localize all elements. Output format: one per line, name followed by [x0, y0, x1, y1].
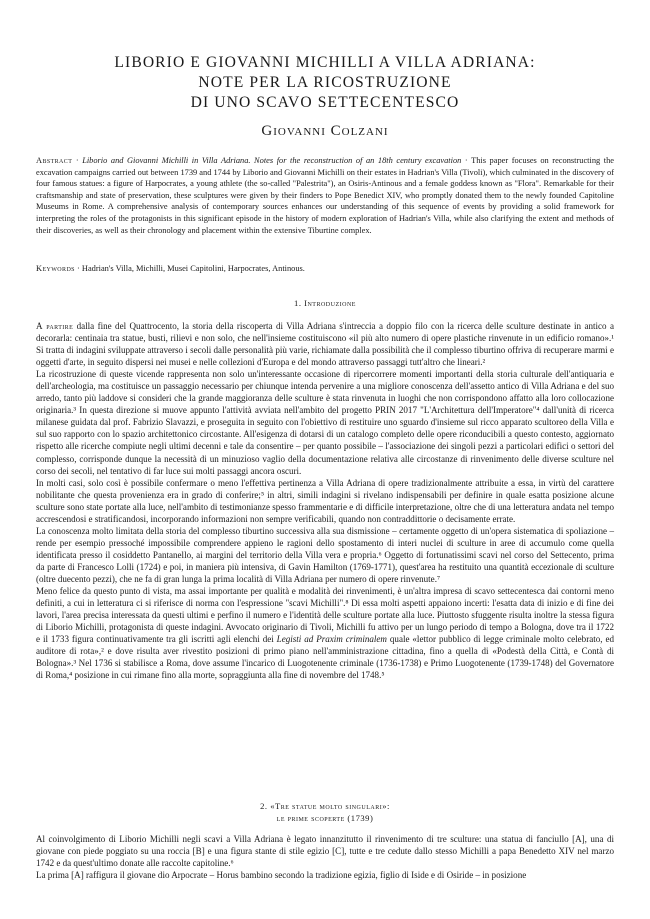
author-name: Giovanni Colzani [261, 123, 389, 139]
section-2-heading-line-1: 2. «Tre statue molto singulari»: [260, 801, 390, 811]
abstract [36, 155, 614, 236]
abstract-title: Liborio and Giovanni Michilli in Villa Adriana. Notes for the reconstruction of an 18th century excavation [82, 156, 462, 165]
section-2-paragraph-1: Al coinvolgimento di Liborio Michilli negli scavi a Villa Adriana è legato innanzitutto il rinvenimento di tre sculture: una statua di fanciullo [A], una di giovane con piede poggiato su una roccia [B] e una figura stante di stile egizio [C], tutte e tre cedute dallo stesso Michilli a papa Benedetto XIV nel marzo 1742 e da quest'ultimo donate alle raccolte capitoline.⁶ [36, 834, 614, 869]
section-1-body [36, 320, 614, 681]
abstract-separator: · [72, 156, 83, 165]
section-2-body [36, 833, 614, 881]
section-1-paragraph-5: Meno felice da questo punto di vista, ma assai importante per qualità e modalità dei rinvenimenti, è un'altra impresa di scavo settecentesca dai contorni meno definiti, a cui in letteratura ci si riferisce di norma con l'espressione "scavi Michilli".⁸ Di essa molti aspetti appaiono incerti: l'esatta data di inizio e di fine dei lavori, l'area precisa interessata da questi ultimi e perfino il numero e l'identità delle sculture portate alla luce. Piuttosto sfuggente risulta inoltre la stessa figura di Liborio Michilli, protagonista di queste indagini. Avvocato originario di Tivoli, Michilli fu attivo per un lungo periodo di tempo a Bologna, dove tra il 1722 e il 1733 figura continuativamente tra gli iscritti agli elenchi dei Legisti ad Praxim criminalem quale «lettor pubblico di legge criminale molto celebrato, ed auditore di rota»,² e dove risulta aver rivestito posizioni di primo piano nell'amministrazione cittadina, fino a quella di «Podestà della Città, e Contà di Bologna».³ Nel 1736 si stabilisce a Roma, dove assume l'incarico di Luogotenente criminale (1736-1738) e Primo Luogotenente (1739-1748) del Governatore di Roma,⁴ posizione in cui rimane fino alla morte, sopraggiunta alla fine di novembre del 1748.⁵ [36, 586, 614, 681]
lead-in: A partire [36, 321, 74, 331]
paper-title-line-2: NOTE PER LA RICOSTRUZIONE [198, 74, 452, 91]
abstract-label: Abstract [36, 156, 73, 165]
paper-title-line-1: LIBORIO E GIOVANNI MICHILLI A VILLA ADRIANA: [114, 54, 536, 71]
paper-title-line-3: DI UNO SCAVO SETTECENTESCO [190, 94, 460, 111]
section-2-heading-line-2: le prime scoperte (1739) [276, 813, 374, 823]
section-1-paragraph-4: La conoscenza molto limitata della storia del complesso tiburtino successiva alla sua dismissione – certamente oggetto di un'opera sistematica di spoliazione – rende per esempio pressoché impossibile comprendere appieno le ragioni dello spostamento di interi nuclei di sculture in aree di accumulo come quella identificata presso il cosiddetto Pantanello, ai margini del territorio della Villa vera e propria.⁶ Oggetto di fortunatissimi scavi nel corso del Settecento, prima da parte di Francesco Lolli (1724) e poi, in maniera più intensiva, di Gavin Hamilton (1769-1771), quest'area ha restituito una quantità eccezionale di sculture (oltre duecento pezzi), che ne fa di gran lunga la prima località di Villa Adriana per numero di opere rinvenute.⁷ [36, 525, 614, 584]
section-1-heading: 1. Introduzione [294, 298, 356, 308]
section-1-paragraph-1: A partire dalla fine del Quattrocento, la storia della riscoperta di Villa Adriana s'intreccia a doppio filo con la ricerca delle sculture destinate in antico a decorarla: centinaia tra statue, busti, rilievi e non solo, che nell'insieme costituiscono «il più alto numero di opere plastiche rinvenute in un edificio romano».¹ Si tratta di indagini sviluppate attraverso i secoli dalle personalità più varie, richiamate dalla possibilità che il complesso tiburtino offriva di recuperare marmi e oggetti d'arte, in seguito dispersi nei musei e nelle collezioni d'Europa e del mondo attraverso passaggi tutt'altro che lineari.² [36, 321, 614, 368]
keywords [36, 263, 614, 275]
keywords-text: · Hadrian's Villa, Michilli, Musei Capitolini, Harpocrates, Antinous. [74, 264, 305, 273]
abstract-text: · This paper focuses on reconstructing the excavation campaigns carried out between 1739 and 1744 by Liborio and Giovanni Michilli on their estates in Hadrian's Villa (Tivoli), which culminated in the discovery of four famous statues: a figure of Harpocrates, a young athlete (the so-called "Palestrita"), an Osiris-Antinous and a female goddess known as "Flora". Remarkable for their craftsmanship and state of preservation, these sculptures were given by their finders to Pope Benedict XIV, who promptly donated them to the newly founded Capitoline Museums in Rome. A comprehensive analysis of contemporary sources enhances our understanding of this sequence of events by providing a solid framework for interpreting the roles of the protagonists in this significant episode in the history of modern exploration of Hadrian's Villa, while also clarifying the extent and methods of their discoveries, as well as their chronology and placement within the extensive Tiburtine complex. [36, 156, 615, 235]
section-2-paragraph-2: La prima [A] raffigura il giovane dio Arpocrate – Horus bambino secondo la tradizione egizia, figlio di Iside e di Osiride – in posizione [36, 870, 527, 881]
keywords-label: Keywords [36, 264, 75, 273]
section-1-paragraph-3: In molti casi, solo così è possibile confermare o meno l'effettiva pertinenza a Villa Adriana di opere tradizionalmente attribuite a essa, in virtù del carattere nobilitante che questa provenienza era in grado di conferire;⁵ in altri, simili indagini si rivelano indispensabili per definire in quale esatta posizione alcune sculture sono state portate alla luce, nell'ambito di testimonianze spesso frammentarie e di difficile interpretazione, oltre che di una letteratura andata nel tempo accrescendosi e stratificandosi, incorporando informazioni non sempre verificabili, quando non contraddittorie o decisamente errate. [36, 477, 614, 524]
section-1-paragraph-2: La ricostruzione di queste vicende rappresenta non solo un'interessante occasione di ripercorrere momenti importanti della storia culturale dell'antiquaria e dell'archeologia, ma costituisce un passaggio necessario per chiunque intenda pervenire a una migliore conoscenza dell'assetto antico di Villa Adriana e del suo arredo, tanto più laddove si consideri che la grande maggioranza delle sculture è stata rinvenuta in luoghi che non corrispondono affatto alla loro collocazione originaria.³ In questa direzione si muove appunto l'attività avviata nell'ambito del progetto PRIN 2017 "L'Architettura dell'Imperatore"⁴ dall'unità di ricerca milanese guidata dal prof. Fabrizio Slavazzi, e proseguita in seguito con l'obiettivo di restituire uno sguardo d'insieme sul ricco apparato scultoreo della Villa e sul suo rapporto con lo spazio architettonico circostante. All'esigenza di dotarsi di un catalogo completo delle opere riconducibili a questo contesto, aggiornato rispetto alle ricerche compiute negli ultimi decenni e tale da consentire – per quanto possibile – l'associazione dei singoli pezzi a particolari edifici o settori del complesso, corrisponde dunque la necessità di un minuzioso vaglio della documentazione relativa alle circostanze di rinvenimento delle diverse sculture nel corso dei secoli, nel tentativo di far luce sui molti passaggi ancora oscuri. [36, 369, 614, 476]
